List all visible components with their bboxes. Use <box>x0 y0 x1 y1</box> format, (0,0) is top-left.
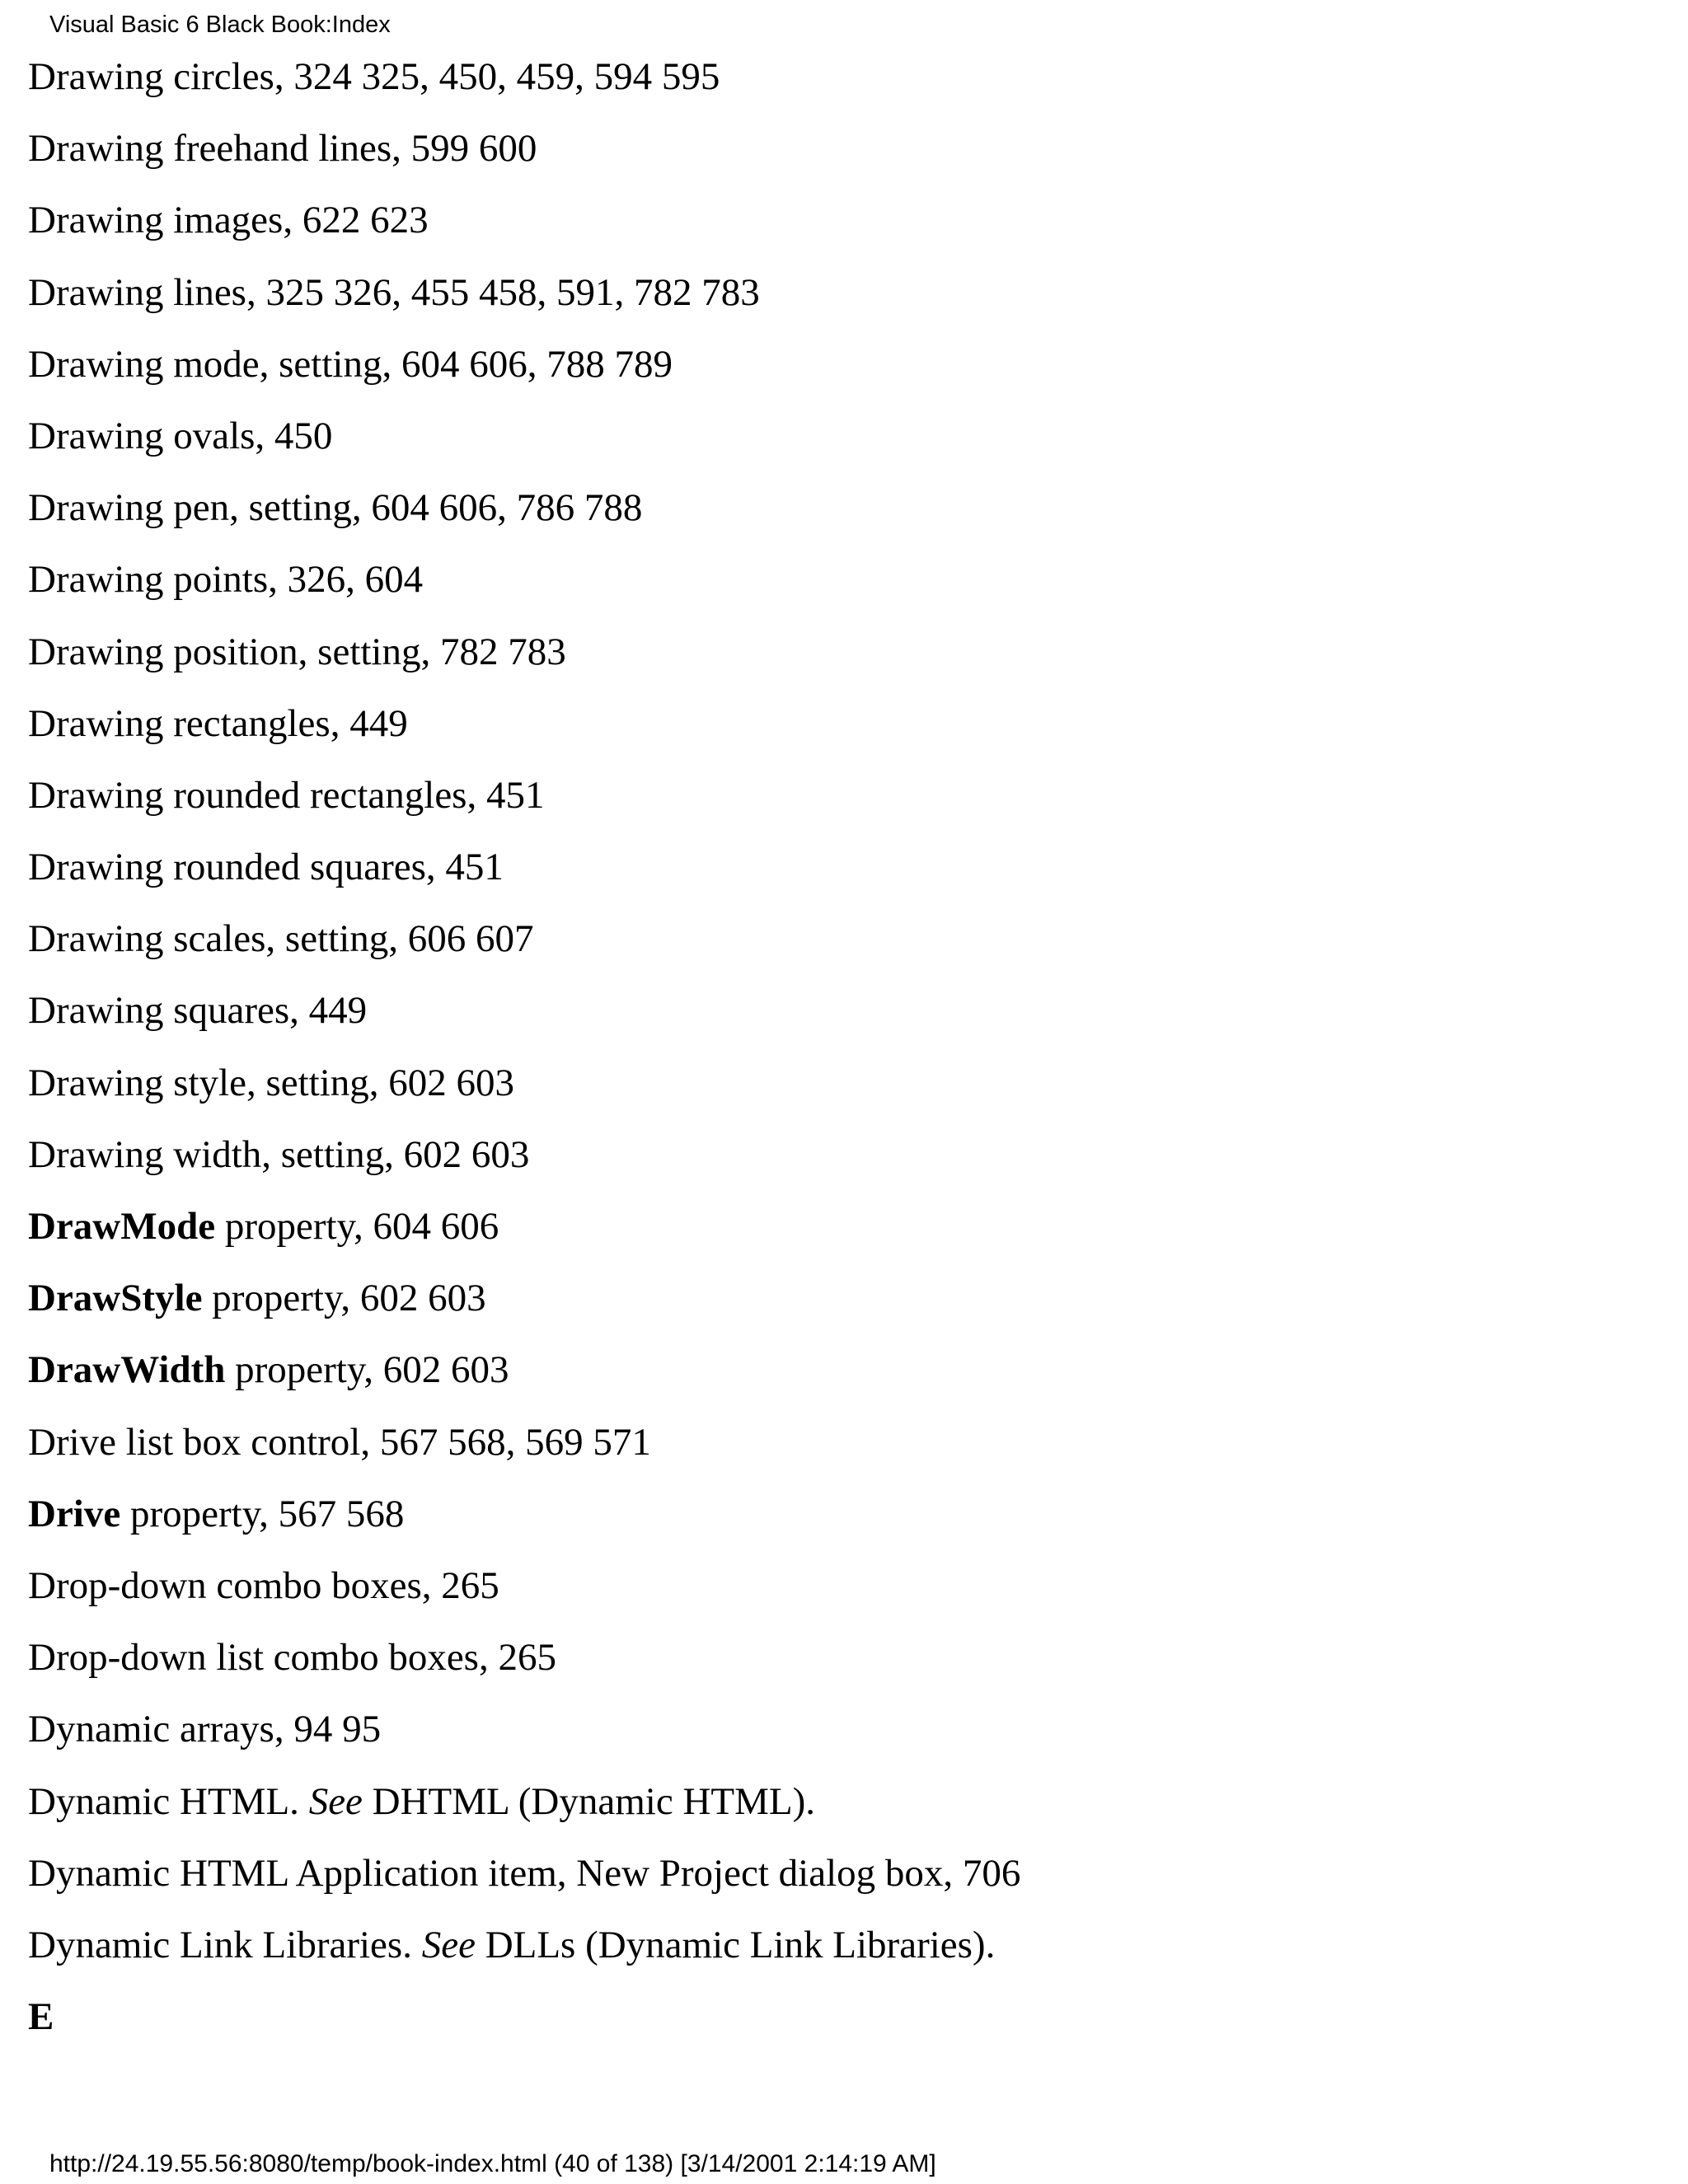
index-entry <box>28 832 1020 903</box>
entry-text: Drive list box control, 567 568, 569 571 <box>28 1420 651 1464</box>
index-entry <box>28 1694 1020 1765</box>
entry-term: Drive <box>28 1492 121 1535</box>
section-letter: E <box>28 1995 54 2039</box>
entry-text: Drawing width, setting, 602 603 <box>28 1132 530 1176</box>
entry-text: Drawing position, setting, 782 783 <box>28 630 566 673</box>
entry-text: property, 567 568 <box>120 1492 405 1535</box>
entry-text: Drawing style, setting, 602 603 <box>28 1061 515 1104</box>
see-target: DLLs (Dynamic Link Libraries). <box>475 1923 996 1966</box>
see-reference: See <box>308 1779 363 1823</box>
entry-text: property, 602 603 <box>225 1348 509 1392</box>
index-entry <box>28 113 1020 185</box>
entry-text: Drawing rounded rectangles, 451 <box>28 773 545 817</box>
see-reference: See <box>421 1923 476 1966</box>
index-entry <box>28 1407 1020 1479</box>
index-entry <box>28 41 1020 113</box>
entry-text: Dynamic arrays, 94 95 <box>28 1708 382 1751</box>
entry-text: Drawing ovals, 450 <box>28 414 333 457</box>
entry-term: DrawMode <box>28 1205 216 1248</box>
entry-text: Drawing pen, setting, 604 606, 786 788 <box>28 486 643 530</box>
entry-text: property, 604 606 <box>215 1205 499 1248</box>
entry-term: DrawStyle <box>28 1277 203 1320</box>
entry-text: Drawing rectangles, 449 <box>28 701 408 745</box>
entry-text: Drawing lines, 325 326, 455 458, 591, 782 783 <box>28 270 760 314</box>
index-entry <box>28 1479 1020 1550</box>
index-entry <box>28 472 1020 544</box>
entry-text: Drawing points, 326, 604 <box>28 558 424 602</box>
entry-text: Drawing squares, 449 <box>28 989 368 1033</box>
entry-text: Drawing mode, setting, 604 606, 788 789 <box>28 342 673 386</box>
entry-text: Drawing rounded squares, 451 <box>28 846 504 889</box>
index-entry <box>28 975 1020 1047</box>
index-entry <box>28 185 1020 256</box>
entry-text: Drawing freehand lines, 599 600 <box>28 127 537 171</box>
index-entry <box>28 1047 1020 1119</box>
index-entry <box>28 1119 1020 1191</box>
page-header-title: Visual Basic 6 Black Book:Index <box>49 12 391 38</box>
index-entry <box>28 616 1020 688</box>
index-entry <box>28 329 1020 401</box>
index-entry <box>28 257 1020 329</box>
index-entry <box>28 1838 1020 1910</box>
entry-text: Drawing scales, setting, 606 607 <box>28 917 534 961</box>
index-entry <box>28 1622 1020 1694</box>
entry-text: Drawing images, 622 623 <box>28 199 429 242</box>
entry-text: Drop-down list combo boxes, 265 <box>28 1636 556 1680</box>
entry-text: Drawing circles, 324 325, 450, 459, 594 595 <box>28 55 720 98</box>
entry-text: Drop-down combo boxes, 265 <box>28 1563 499 1607</box>
index-entry <box>28 1191 1020 1263</box>
index-entry <box>28 760 1020 832</box>
index-list <box>28 41 1020 2053</box>
index-entry <box>28 1550 1020 1622</box>
page-footer-url: http://24.19.55.56:8080/temp/book-index.html (40 of 138) [3/14/2001 2:14:19 AM] <box>49 2150 936 2177</box>
index-entry <box>28 401 1020 472</box>
entry-term: DrawWidth <box>28 1348 226 1392</box>
index-entry <box>28 903 1020 975</box>
index-entry <box>28 1766 1020 1838</box>
see-target: DHTML (Dynamic HTML). <box>362 1779 816 1823</box>
index-entry <box>28 1334 1020 1406</box>
index-entry <box>28 544 1020 616</box>
entry-text: Dynamic Link Libraries. <box>28 1923 422 1966</box>
index-entry <box>28 1910 1020 1981</box>
entry-text: Dynamic HTML. <box>28 1779 309 1823</box>
index-entry <box>28 688 1020 760</box>
entry-text: Dynamic HTML Application item, New Project dialog box, 706 <box>28 1851 1021 1895</box>
index-entry <box>28 1263 1020 1334</box>
entry-text: property, 602 603 <box>202 1277 486 1320</box>
